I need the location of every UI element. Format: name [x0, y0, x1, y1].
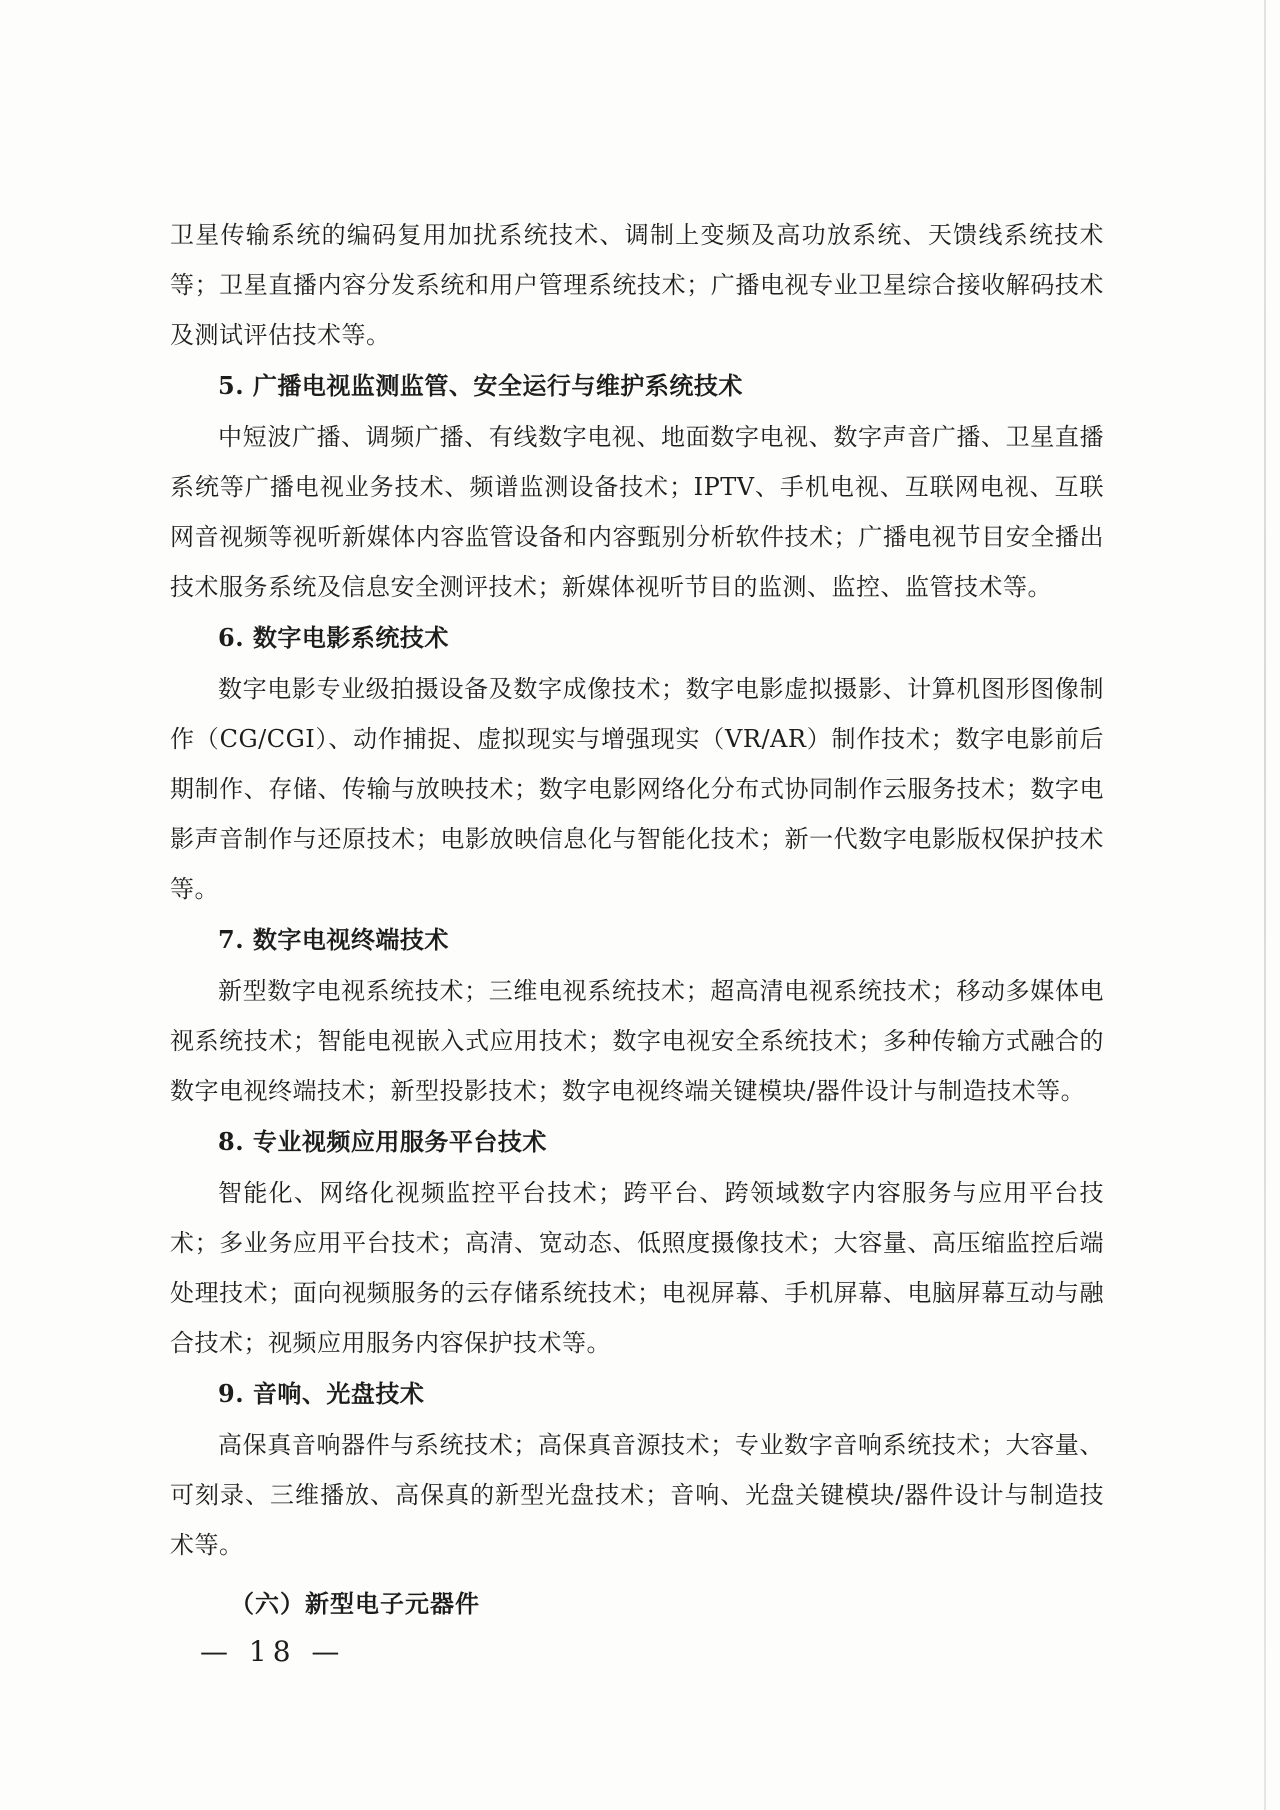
subsection-heading: 6. 数字电影系统技术 [218, 623, 449, 652]
paragraph: 高保真音响器件与系统技术；高保真音源技术；专业数字音响系统技术；大容量、可刻录、三维播放、高保真的新型光盘技术；音响、光盘关键模块/器件设计与制造技术等。 [170, 1431, 1104, 1559]
paragraph: 卫星传输系统的编码复用加扰系统技术、调制上变频及高功放系统、天馈线系统技术等；卫星直播内容分发系统和用户管理系统技术；广播电视专业卫星综合接收解码技术及测试评估技术等。 [170, 221, 1104, 349]
subsection-heading: 5. 广播电视监测监管、安全运行与维护系统技术 [218, 371, 743, 400]
page-number: — 18 — [200, 1635, 346, 1668]
paragraph: 数字电影专业级拍摄设备及数字成像技术；数字电影虚拟摄影、计算机图形图像制作（CG/CGI）、动作捕捉、虚拟现实与增强现实（VR/AR）制作技术；数字电影前后期制作、存储、传输与放映技术；数字电影网络化分布式协同制作云服务技术；数字电影声音制作与还原技术；电影放映信息化与智能化技术；新一代数字电影版权保护技术等。 [170, 675, 1104, 903]
scan-edge-line [1264, 0, 1266, 1810]
subsection-heading: 9. 音响、光盘技术 [218, 1379, 425, 1408]
paragraph: 新型数字电视系统技术；三维电视系统技术；超高清电视系统技术；移动多媒体电视系统技术；智能电视嵌入式应用技术；数字电视安全系统技术；多种传输方式融合的数字电视终端技术；新型投影技术；数字电视终端关键模块/器件设计与制造技术等。 [170, 977, 1104, 1105]
section-heading: （六）新型电子元器件 [230, 1589, 480, 1618]
paragraph: 中短波广播、调频广播、有线数字电视、地面数字电视、数字声音广播、卫星直播系统等广播电视业务技术、频谱监测设备技术；IPTV、手机电视、互联网电视、互联网音视频等视听新媒体内容监管设备和内容甄别分析软件技术；广播电视节目安全播出技术服务系统及信息安全测评技术；新媒体视听节目的监测、监控、监管技术等。 [170, 423, 1104, 601]
paragraph: 智能化、网络化视频监控平台技术；跨平台、跨领域数字内容服务与应用平台技术；多业务应用平台技术；高清、宽动态、低照度摄像技术；大容量、高压缩监控后端处理技术；面向视频服务的云存储系统技术；电视屏幕、手机屏幕、电脑屏幕互动与融合技术；视频应用服务内容保护技术等。 [170, 1179, 1104, 1357]
document-body [170, 210, 1104, 1634]
subsection-heading: 7. 数字电视终端技术 [218, 925, 449, 954]
subsection-heading: 8. 专业视频应用服务平台技术 [218, 1127, 547, 1156]
